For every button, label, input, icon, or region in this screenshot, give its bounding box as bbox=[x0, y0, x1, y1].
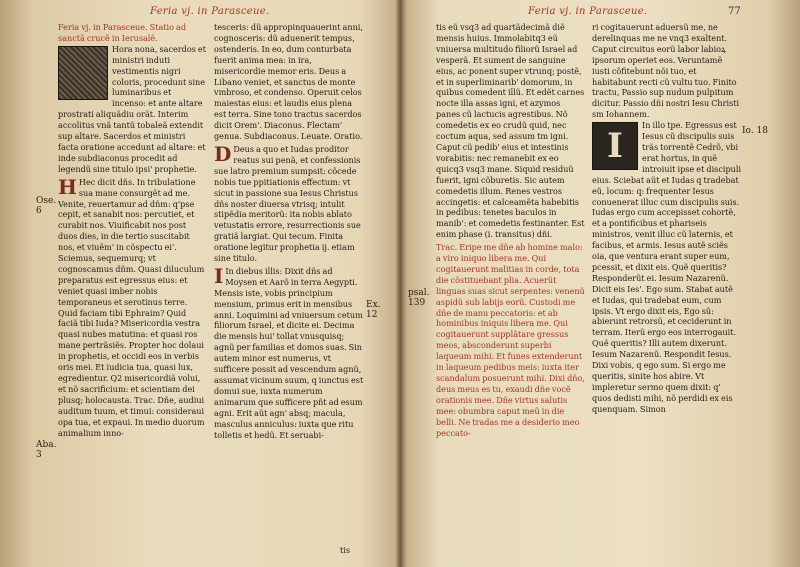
margin-note: Aba. 3 bbox=[36, 440, 57, 460]
decorated-initial: H bbox=[58, 174, 77, 199]
left-column-1 bbox=[58, 22, 206, 552]
right-column-1 bbox=[436, 22, 586, 552]
page-header: Feria vj. in Parasceue. bbox=[528, 6, 648, 17]
exodus-text: In diebus illis: Dixit dñs ad Moysen et Aarõ in terra Aegypti. Mensis iste, vobis principium mensium, primus erit in mensibus anni. Loquimini ad vniuersum cetum filiorum Israel, et dicite ei. Decima die mensis hui' tollat vnusquisq; agnũ per familias et domos suas. Sin autem minor est numerus, vt sufficere possit ad vescendum agnũ, assumat vicinum suum, q iunctus est domui sue, iuxta numerum animarum que sufficere pñt ad esum agni. Erit aũt agn' absq; macula, masculus anniculus: iuxta que ritu tolletis et hedũ. Et seruabi- bbox=[214, 265, 364, 440]
passion-text: In illo tpe. Egressus est Iesus cũ discipulis suis trãs torrentẽ Cedrõ, vbi erat hortus, in quẽ introiuit ipse et discipuli eius. Sciebat aũt et Iudas q tradebat eũ, locum: q: frequenter Iesus conuenerat illuc cum discipulis suis. Iudas ergo cum accepisset cohortẽ, et a pontificibus et phariseis ministros, venit illuc cũ laternis, et facibus, et armis. Iesus autẽ sciẽs oia, que ventura erant super eum, pcessit, et dixit eis. Quẽ queritis? Responderũt ei. Iesum Nazarenũ. Dicit eis Ies'. Ego sum. Stabat autẽ et Iudas, qui tradebat eum, cum ipsis. Vt ergo dixit eis, Ego sũ: abierunt retrorsũ, et ceciderunt in terram. Iterũ ergo eos interrogauit. Quẽ queritis? Illi autem dixerunt. Iesum Nazarenũ. Respondit Iesus. Dixi vobis, q ego sum. Si ergo me queritis, sinite hos abire. Vt impleretur sermo quem dixit: q' quos dedisti mihi, nõ perdidi ex eis quenquam. Simon bbox=[592, 120, 742, 414]
canticle-text: tesceris: dũ appropinquauerint anni, cognosceris: dũ aduenerit tempus, ostenderis. In eo, dum conturbata fuerit anima mea: in ira, misericordie memor eris. Deus a Libano veniet, et sanctus de monte vmbroso, et condenso. Operuit celos maiestas eius: et laudis eius plena est terra. Sine tono tractus sacerdos dicit Orem'. Diaconus. Flectam' genua. Subdiaconus. Leuate. Oratio. bbox=[214, 22, 363, 142]
margin-note: Ex. 12 bbox=[366, 300, 381, 320]
oration-text: Deus a quo et Iudas proditor reatus sui penã, et confessionis sue latro premium sumpsit: cõcede nobis tue ppitiationis effectum: vt sicut in passione sua Iesus Christus dñs noster diuersa vtrisq; intulit stipẽdia meritorũ: ita nobis ablato vetustatis errore, resurrectionis sue gratiã largiat. Qui tecum. Finita oratione legitur prophetia ij. etiam sine titulo. bbox=[214, 143, 361, 264]
margin-note: psal. 139 bbox=[408, 288, 430, 308]
left-page bbox=[0, 0, 398, 567]
page-header: Feria vj. in Parasceue. bbox=[150, 6, 270, 17]
lesson-text: Hec dicit dñs. In tribulatione sua mane consurgẽt ad me. Venite, reuertamur ad dñm: q'pse cepit, et sanabit nos: percutiet, et curabit nos. Viuificabit nos post duos dies, in die tertio suscitabit nos, et viuẽm' in cõspectu ei'. Sciemus, sequemurq; vt cognoscamus dñm. Quasi diluculum preparatus est egressus eius: et veniet quasi imber nobis temporaneus et serotinus terre. Quid faciam tibi Ephraim? Quid faciã tibi Iuda? Misericordia vestra quasi nubes matutina: et quasi ros mane pertrãsiẽs. Propter hoc dolaui in prophetis, et occidi eos in verbis oris mei. Et iudicia tua, quasi lux, egredientur. Q2 misericordiã volui, et nõ sacrificium: et scientiam dei plusq; holocausta. Trac. Dñe, audiui auditum tuum, et timui: consideraui opa tua, et expaui. In medio duorum animalium inno- bbox=[58, 176, 205, 438]
exodus-continued-text: tis eũ vsq3 ad quartãdecimã diẽ mensis huius. Immolabitq3 eũ vniuersa multitudo filiorũ Israel ad vesperã. Et sument de sanguine eius, ac ponent super vtrunq; postẽ, et in superliminarib' domorum, in quibus comedent illũ. Et edẽt carnes nocte illa assas igni, et azymos panes cũ lactucis agrestibus. Nõ comedetis ex eo crudũ quid, nec coctum aqua, sed assum tm igni. Caput cũ pedib' eius et intestinis vorabitis: nec remanebit ex eo quicq3 vsq3 mane. Siquid residuũ fuerit, igni cõburetis. Sic autem comedetis illum. Renes vestros accingetis: et calceamẽta habebitis in pedibus: tenetes baculos in manib': et comedetis festinanter. Est enim phase (i. transitus) dñi. bbox=[436, 22, 585, 240]
right-column-2 bbox=[592, 22, 742, 557]
tract-text: Trac. Eripe me dñe ab homine malo: a viro iniquo libera me. Qui cogitauerunt malitias in corde, tota die cõstituebant plia. Acuerũt linguas suas sicut serpentes: venenũ aspidũ sub labijs eorũ. Custodi me dñe de manu peccatoris: et ab hominibus iniquis libera me. Qui cogitauerunt supplãtare gressus meos, absconderunt superbi laqueum mihi. Et funes extenderunt in laqueum pedibus meis: iuxta iter scandalum posuerunt mihi. Dixi dño, deus meus es tu, exaudi dñe vocẽ orationis mee. Dñe virtus salutis mee: obumbra caput meũ in die belli. Ne tradas me a desiderio meo peccato- bbox=[436, 242, 585, 438]
historiated-initial-image: I bbox=[592, 122, 638, 170]
woodcut-initial-image bbox=[58, 46, 108, 100]
catchword: tis bbox=[340, 545, 350, 555]
folio-number: 77 bbox=[728, 6, 741, 17]
rubric-title: Feria vj. in Parasceue. Statio ad sanctã crucẽ in Ierusalẽ. bbox=[58, 22, 187, 43]
left-column-2 bbox=[214, 22, 364, 547]
right-page bbox=[402, 0, 800, 567]
decorated-initial: D bbox=[214, 141, 232, 166]
rubric-text: Hora nona, sacerdos et ministri induti vestimentis nigri coloris, procedunt sine luminaribus et incenso: et ante altare prostrati aliquãdiu orãt. Interim accolitus vnã tantũ tobaleã extendit sup altare. Sacerdos et ministri facta oratione accedunt ad altare: et inde subdiaconus procedit ad legendũ sine titulo ipsi' prophetie. bbox=[58, 43, 206, 174]
decorated-initial: I bbox=[214, 263, 224, 288]
tract-continued-text: ri cogitauerunt aduersũ me, ne derelinquas me ne vnq3 exaltent. Caput circuitus eorũ labor labioꝝ ipsorum operiet eos. Veruntamẽ iusti cõfitebunt nõi tuo, et habitabunt recti cũ vultu tuo. Finito tractu, Passio sup nudum pulpitum dicitur. Passio dñi nostri Iesu Christi sm Iohannem. bbox=[592, 22, 740, 120]
margin-note: Ose. 6 bbox=[36, 196, 57, 216]
margin-note: Io. 18 bbox=[742, 126, 768, 136]
